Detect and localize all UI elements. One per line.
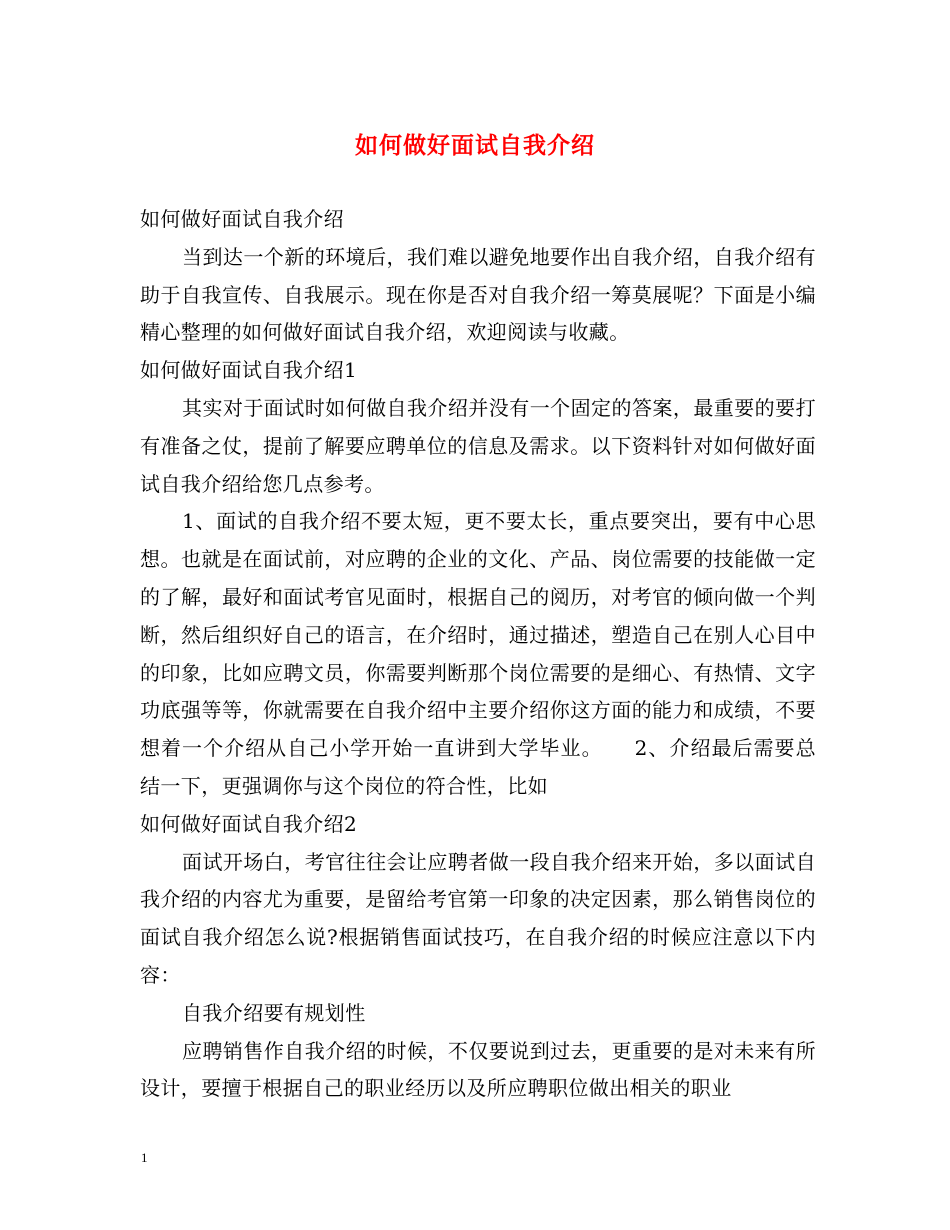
body-paragraph: 面试开场白，考官往往会让应聘者做一段自我介绍来开始，多以面试自我介绍的内容尤为重要，是留给考官第一印象的决定因素，那么销售岗位的面试自我介绍怎么说?根据销售面试技巧，在自我介绍的时候应注意以下内容： [140,849,816,987]
body-paragraph: 其实对于面试时如何做自我介绍并没有一个固定的答案，最重要的要打有准备之仗，提前了解要应聘单位的信息及需求。以下资料针对如何做好面试自我介绍给您几点参考。 [140,395,816,496]
section-heading: 如何做好面试自我介绍2 [140,811,358,836]
page-number: 1 [141,1150,148,1165]
body-paragraph: 应聘销售作自我介绍的时候，不仅要说到过去，更重要的是对未来有所设计，要擅于根据自己的职业经历以及所应聘职位做出相关的职业 [140,1038,816,1101]
document-title: 如何做好面试自我介绍 [355,132,595,159]
body-paragraph: 如何做好面试自我介绍 [140,207,344,231]
section-heading: 如何做好面试自我介绍1 [140,358,358,383]
subheading-paragraph: 自我介绍要有规划性 [182,1000,366,1025]
body-paragraph: 当到达一个新的环境后，我们难以避免地要作出自我介绍，自我介绍有助于自我宣传、自我展示。现在你是否对自我介绍一筹莫展呢？下面是小编精心整理的如何做好面试自我介绍，欢迎阅读与收藏。 [140,244,816,345]
body-paragraph: 1、面试的自我介绍不要太短，更不要太长，重点要突出，要有中心思想。也就是在面试前，对应聘的企业的文化、产品、岗位需要的技能做一定的了解，最好和面试考官见面时，根据自己的阅历，对考官的倾向做一个判断，然后组织好自己的语言，在介绍时，通过描述，塑造自己在别人心目中的印象，比如应聘文员，你需要判断那个岗位需要的是细心、有热情、文字功底强等等，你就需要在自我介绍中主要介绍你这方面的能力和成绩，不要想着一个介绍从自己小学开始一直讲到大学毕业。 2、介绍最后需要总结一下，更强调你与这个岗位的符合性，比如 [140,509,816,798]
document-body [140,201,816,1108]
